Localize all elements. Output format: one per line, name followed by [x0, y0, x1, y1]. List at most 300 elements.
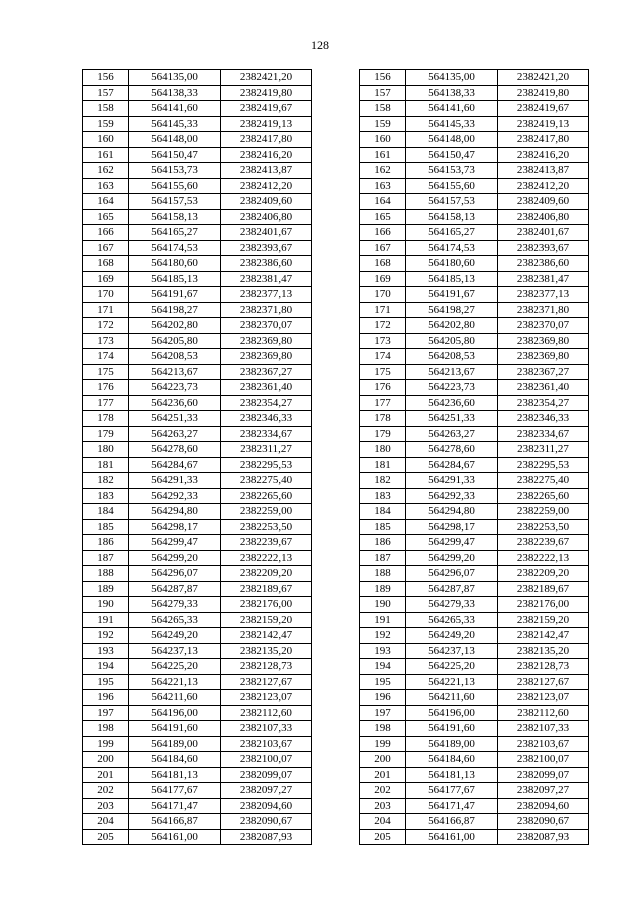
right-x-coordinate-cell: 564157,53: [406, 194, 498, 210]
right-point-number-cell: 166: [360, 225, 406, 241]
left-x-coordinate-cell: 564236,60: [129, 395, 221, 411]
left-x-coordinate-cell: 564171,47: [129, 798, 221, 814]
right-point-number-cell: 198: [360, 721, 406, 737]
table-row: [83, 566, 589, 582]
left-y-coordinate-cell: 2382097,27: [221, 783, 312, 799]
right-y-coordinate-cell: 2382381,47: [498, 271, 589, 287]
left-x-coordinate-cell: 564263,27: [129, 426, 221, 442]
right-point-number-cell: 174: [360, 349, 406, 365]
table-row: [83, 457, 589, 473]
left-y-coordinate-cell: 2382100,07: [221, 752, 312, 768]
table-row: [83, 659, 589, 675]
right-y-coordinate-cell: 2382346,33: [498, 411, 589, 427]
right-point-number-cell: 186: [360, 535, 406, 551]
right-point-number-cell: 181: [360, 457, 406, 473]
right-x-coordinate-cell: 564284,67: [406, 457, 498, 473]
right-y-coordinate-cell: 2382259,00: [498, 504, 589, 520]
left-point-number-cell: 182: [83, 473, 129, 489]
left-y-coordinate-cell: 2382094,60: [221, 798, 312, 814]
right-point-number-cell: 162: [360, 163, 406, 179]
left-y-coordinate-cell: 2382123,07: [221, 690, 312, 706]
left-point-number-cell: 167: [83, 240, 129, 256]
right-point-number-cell: 201: [360, 767, 406, 783]
table-row: [83, 318, 589, 334]
left-x-coordinate-cell: 564135,00: [129, 70, 221, 86]
coordinates-table: [82, 69, 589, 845]
right-x-coordinate-cell: 564145,33: [406, 116, 498, 132]
table-row: [83, 364, 589, 380]
right-point-number-cell: 163: [360, 178, 406, 194]
column-gap: [312, 519, 360, 535]
right-y-coordinate-cell: 2382311,27: [498, 442, 589, 458]
table-row: [83, 426, 589, 442]
left-y-coordinate-cell: 2382189,67: [221, 581, 312, 597]
right-y-coordinate-cell: 2382371,80: [498, 302, 589, 318]
right-y-coordinate-cell: 2382367,27: [498, 364, 589, 380]
left-x-coordinate-cell: 564299,47: [129, 535, 221, 551]
left-point-number-cell: 192: [83, 628, 129, 644]
right-y-coordinate-cell: 2382369,80: [498, 333, 589, 349]
column-gap: [312, 581, 360, 597]
right-x-coordinate-cell: 564185,13: [406, 271, 498, 287]
table-row: [83, 628, 589, 644]
right-point-number-cell: 194: [360, 659, 406, 675]
right-x-coordinate-cell: 564181,13: [406, 767, 498, 783]
right-x-coordinate-cell: 564165,27: [406, 225, 498, 241]
left-point-number-cell: 204: [83, 814, 129, 830]
right-x-coordinate-cell: 564211,60: [406, 690, 498, 706]
left-x-coordinate-cell: 564191,67: [129, 287, 221, 303]
right-x-coordinate-cell: 564265,33: [406, 612, 498, 628]
right-point-number-cell: 172: [360, 318, 406, 334]
left-point-number-cell: 178: [83, 411, 129, 427]
left-point-number-cell: 181: [83, 457, 129, 473]
column-gap: [312, 256, 360, 272]
left-point-number-cell: 190: [83, 597, 129, 613]
left-y-coordinate-cell: 2382099,07: [221, 767, 312, 783]
column-gap: [312, 147, 360, 163]
left-x-coordinate-cell: 564223,73: [129, 380, 221, 396]
right-y-coordinate-cell: 2382090,67: [498, 814, 589, 830]
right-x-coordinate-cell: 564198,27: [406, 302, 498, 318]
right-y-coordinate-cell: 2382135,20: [498, 643, 589, 659]
left-point-number-cell: 197: [83, 705, 129, 721]
column-gap: [312, 752, 360, 768]
left-y-coordinate-cell: 2382419,67: [221, 101, 312, 117]
table-row: [83, 535, 589, 551]
column-gap: [312, 705, 360, 721]
right-x-coordinate-cell: 564196,00: [406, 705, 498, 721]
column-gap: [312, 240, 360, 256]
left-point-number-cell: 195: [83, 674, 129, 690]
table-row: [83, 829, 589, 845]
right-y-coordinate-cell: 2382416,20: [498, 147, 589, 163]
column-gap: [312, 225, 360, 241]
table-row: [83, 473, 589, 489]
right-y-coordinate-cell: 2382334,67: [498, 426, 589, 442]
table-row: [83, 783, 589, 799]
left-y-coordinate-cell: 2382222,13: [221, 550, 312, 566]
column-gap: [312, 488, 360, 504]
column-gap: [312, 442, 360, 458]
left-x-coordinate-cell: 564138,33: [129, 85, 221, 101]
right-x-coordinate-cell: 564298,17: [406, 519, 498, 535]
table-row: [83, 225, 589, 241]
left-point-number-cell: 199: [83, 736, 129, 752]
left-point-number-cell: 186: [83, 535, 129, 551]
right-x-coordinate-cell: 564294,80: [406, 504, 498, 520]
left-x-coordinate-cell: 564153,73: [129, 163, 221, 179]
left-x-coordinate-cell: 564181,13: [129, 767, 221, 783]
left-y-coordinate-cell: 2382112,60: [221, 705, 312, 721]
right-point-number-cell: 173: [360, 333, 406, 349]
right-point-number-cell: 179: [360, 426, 406, 442]
table-row: [83, 550, 589, 566]
left-y-coordinate-cell: 2382361,40: [221, 380, 312, 396]
left-x-coordinate-cell: 564198,27: [129, 302, 221, 318]
coordinates-table-body: [83, 70, 589, 845]
page-number: 128: [311, 38, 329, 52]
table-row: [83, 209, 589, 225]
right-point-number-cell: 178: [360, 411, 406, 427]
left-y-coordinate-cell: 2382090,67: [221, 814, 312, 830]
right-y-coordinate-cell: 2382354,27: [498, 395, 589, 411]
left-y-coordinate-cell: 2382369,80: [221, 333, 312, 349]
table-row: [83, 581, 589, 597]
left-x-coordinate-cell: 564148,00: [129, 132, 221, 148]
left-x-coordinate-cell: 564211,60: [129, 690, 221, 706]
right-point-number-cell: 169: [360, 271, 406, 287]
right-x-coordinate-cell: 564202,80: [406, 318, 498, 334]
right-x-coordinate-cell: 564171,47: [406, 798, 498, 814]
left-y-coordinate-cell: 2382417,80: [221, 132, 312, 148]
right-x-coordinate-cell: 564292,33: [406, 488, 498, 504]
left-point-number-cell: 185: [83, 519, 129, 535]
right-point-number-cell: 170: [360, 287, 406, 303]
right-point-number-cell: 190: [360, 597, 406, 613]
right-y-coordinate-cell: 2382099,07: [498, 767, 589, 783]
left-y-coordinate-cell: 2382334,67: [221, 426, 312, 442]
right-y-coordinate-cell: 2382361,40: [498, 380, 589, 396]
left-point-number-cell: 201: [83, 767, 129, 783]
right-x-coordinate-cell: 564279,33: [406, 597, 498, 613]
column-gap: [312, 783, 360, 799]
left-point-number-cell: 187: [83, 550, 129, 566]
left-y-coordinate-cell: 2382265,60: [221, 488, 312, 504]
left-y-coordinate-cell: 2382401,67: [221, 225, 312, 241]
right-x-coordinate-cell: 564296,07: [406, 566, 498, 582]
left-y-coordinate-cell: 2382253,50: [221, 519, 312, 535]
column-gap: [312, 271, 360, 287]
table-row: [83, 643, 589, 659]
right-point-number-cell: 196: [360, 690, 406, 706]
right-point-number-cell: 191: [360, 612, 406, 628]
left-x-coordinate-cell: 564191,60: [129, 721, 221, 737]
left-point-number-cell: 196: [83, 690, 129, 706]
table-row: [83, 597, 589, 613]
right-y-coordinate-cell: 2382176,00: [498, 597, 589, 613]
column-gap: [312, 163, 360, 179]
right-x-coordinate-cell: 564189,00: [406, 736, 498, 752]
right-y-coordinate-cell: 2382409,60: [498, 194, 589, 210]
right-point-number-cell: 195: [360, 674, 406, 690]
right-point-number-cell: 168: [360, 256, 406, 272]
left-y-coordinate-cell: 2382381,47: [221, 271, 312, 287]
right-y-coordinate-cell: 2382377,13: [498, 287, 589, 303]
left-y-coordinate-cell: 2382393,67: [221, 240, 312, 256]
left-x-coordinate-cell: 564174,53: [129, 240, 221, 256]
column-gap: [312, 612, 360, 628]
column-gap: [312, 597, 360, 613]
right-y-coordinate-cell: 2382209,20: [498, 566, 589, 582]
left-point-number-cell: 163: [83, 178, 129, 194]
table-row: [83, 287, 589, 303]
left-y-coordinate-cell: 2382259,00: [221, 504, 312, 520]
left-point-number-cell: 161: [83, 147, 129, 163]
table-row: [83, 194, 589, 210]
right-x-coordinate-cell: 564221,13: [406, 674, 498, 690]
right-point-number-cell: 160: [360, 132, 406, 148]
table-row: [83, 256, 589, 272]
right-y-coordinate-cell: 2382253,50: [498, 519, 589, 535]
right-x-coordinate-cell: 564166,87: [406, 814, 498, 830]
left-y-coordinate-cell: 2382159,20: [221, 612, 312, 628]
left-point-number-cell: 202: [83, 783, 129, 799]
left-y-coordinate-cell: 2382209,20: [221, 566, 312, 582]
left-x-coordinate-cell: 564249,20: [129, 628, 221, 644]
right-x-coordinate-cell: 564249,20: [406, 628, 498, 644]
right-y-coordinate-cell: 2382421,20: [498, 70, 589, 86]
left-point-number-cell: 166: [83, 225, 129, 241]
left-point-number-cell: 188: [83, 566, 129, 582]
left-x-coordinate-cell: 564279,33: [129, 597, 221, 613]
table-row: [83, 132, 589, 148]
column-gap: [312, 690, 360, 706]
column-gap: [312, 659, 360, 675]
left-y-coordinate-cell: 2382346,33: [221, 411, 312, 427]
column-gap: [312, 411, 360, 427]
table-row: [83, 333, 589, 349]
left-x-coordinate-cell: 564292,33: [129, 488, 221, 504]
right-point-number-cell: 171: [360, 302, 406, 318]
right-y-coordinate-cell: 2382107,33: [498, 721, 589, 737]
left-y-coordinate-cell: 2382371,80: [221, 302, 312, 318]
right-x-coordinate-cell: 564148,00: [406, 132, 498, 148]
table-row: [83, 163, 589, 179]
left-point-number-cell: 193: [83, 643, 129, 659]
right-x-coordinate-cell: 564191,60: [406, 721, 498, 737]
column-gap: [312, 194, 360, 210]
left-point-number-cell: 179: [83, 426, 129, 442]
right-x-coordinate-cell: 564153,73: [406, 163, 498, 179]
left-x-coordinate-cell: 564225,20: [129, 659, 221, 675]
left-y-coordinate-cell: 2382176,00: [221, 597, 312, 613]
left-y-coordinate-cell: 2382295,53: [221, 457, 312, 473]
column-gap: [312, 85, 360, 101]
table-row: [83, 612, 589, 628]
left-x-coordinate-cell: 564296,07: [129, 566, 221, 582]
right-x-coordinate-cell: 564236,60: [406, 395, 498, 411]
right-point-number-cell: 193: [360, 643, 406, 659]
table-row: [83, 240, 589, 256]
left-y-coordinate-cell: 2382386,60: [221, 256, 312, 272]
column-gap: [312, 116, 360, 132]
table-row: [83, 488, 589, 504]
right-y-coordinate-cell: 2382142,47: [498, 628, 589, 644]
left-point-number-cell: 170: [83, 287, 129, 303]
left-point-number-cell: 184: [83, 504, 129, 520]
left-point-number-cell: 173: [83, 333, 129, 349]
right-point-number-cell: 167: [360, 240, 406, 256]
right-y-coordinate-cell: 2382239,67: [498, 535, 589, 551]
right-x-coordinate-cell: 564150,47: [406, 147, 498, 163]
column-gap: [312, 333, 360, 349]
right-x-coordinate-cell: 564191,67: [406, 287, 498, 303]
left-point-number-cell: 203: [83, 798, 129, 814]
left-x-coordinate-cell: 564157,53: [129, 194, 221, 210]
left-y-coordinate-cell: 2382128,73: [221, 659, 312, 675]
table-row: [83, 271, 589, 287]
left-y-coordinate-cell: 2382419,80: [221, 85, 312, 101]
right-y-coordinate-cell: 2382393,67: [498, 240, 589, 256]
left-x-coordinate-cell: 564299,20: [129, 550, 221, 566]
right-x-coordinate-cell: 564251,33: [406, 411, 498, 427]
column-gap: [312, 380, 360, 396]
right-x-coordinate-cell: 564278,60: [406, 442, 498, 458]
left-point-number-cell: 189: [83, 581, 129, 597]
right-point-number-cell: 197: [360, 705, 406, 721]
right-y-coordinate-cell: 2382401,67: [498, 225, 589, 241]
left-x-coordinate-cell: 564265,33: [129, 612, 221, 628]
right-x-coordinate-cell: 564141,60: [406, 101, 498, 117]
right-point-number-cell: 177: [360, 395, 406, 411]
right-y-coordinate-cell: 2382103,67: [498, 736, 589, 752]
right-x-coordinate-cell: 564135,00: [406, 70, 498, 86]
left-y-coordinate-cell: 2382406,80: [221, 209, 312, 225]
right-y-coordinate-cell: 2382370,07: [498, 318, 589, 334]
left-x-coordinate-cell: 564184,60: [129, 752, 221, 768]
right-point-number-cell: 184: [360, 504, 406, 520]
right-y-coordinate-cell: 2382159,20: [498, 612, 589, 628]
column-gap: [312, 829, 360, 845]
right-point-number-cell: 204: [360, 814, 406, 830]
right-x-coordinate-cell: 564205,80: [406, 333, 498, 349]
right-point-number-cell: 175: [360, 364, 406, 380]
left-point-number-cell: 169: [83, 271, 129, 287]
right-point-number-cell: 188: [360, 566, 406, 582]
right-point-number-cell: 164: [360, 194, 406, 210]
right-point-number-cell: 159: [360, 116, 406, 132]
left-point-number-cell: 174: [83, 349, 129, 365]
table-row: [83, 349, 589, 365]
right-y-coordinate-cell: 2382112,60: [498, 705, 589, 721]
left-point-number-cell: 158: [83, 101, 129, 117]
left-x-coordinate-cell: 564284,67: [129, 457, 221, 473]
table-row: [83, 519, 589, 535]
right-x-coordinate-cell: 564223,73: [406, 380, 498, 396]
left-point-number-cell: 160: [83, 132, 129, 148]
left-x-coordinate-cell: 564166,87: [129, 814, 221, 830]
right-x-coordinate-cell: 564184,60: [406, 752, 498, 768]
column-gap: [312, 70, 360, 86]
left-x-coordinate-cell: 564278,60: [129, 442, 221, 458]
right-y-coordinate-cell: 2382123,07: [498, 690, 589, 706]
table-row: [83, 411, 589, 427]
column-gap: [312, 209, 360, 225]
left-y-coordinate-cell: 2382354,27: [221, 395, 312, 411]
table-row: [83, 752, 589, 768]
left-y-coordinate-cell: 2382367,27: [221, 364, 312, 380]
right-y-coordinate-cell: 2382127,67: [498, 674, 589, 690]
left-y-coordinate-cell: 2382103,67: [221, 736, 312, 752]
left-x-coordinate-cell: 564298,17: [129, 519, 221, 535]
column-gap: [312, 395, 360, 411]
left-y-coordinate-cell: 2382416,20: [221, 147, 312, 163]
right-x-coordinate-cell: 564158,13: [406, 209, 498, 225]
left-x-coordinate-cell: 564145,33: [129, 116, 221, 132]
left-x-coordinate-cell: 564205,80: [129, 333, 221, 349]
column-gap: [312, 674, 360, 690]
left-y-coordinate-cell: 2382412,20: [221, 178, 312, 194]
right-y-coordinate-cell: 2382100,07: [498, 752, 589, 768]
right-y-coordinate-cell: 2382406,80: [498, 209, 589, 225]
left-point-number-cell: 162: [83, 163, 129, 179]
left-y-coordinate-cell: 2382135,20: [221, 643, 312, 659]
right-x-coordinate-cell: 564291,33: [406, 473, 498, 489]
left-x-coordinate-cell: 564165,27: [129, 225, 221, 241]
right-y-coordinate-cell: 2382189,67: [498, 581, 589, 597]
right-y-coordinate-cell: 2382419,67: [498, 101, 589, 117]
right-point-number-cell: 189: [360, 581, 406, 597]
column-gap: [312, 132, 360, 148]
right-point-number-cell: 187: [360, 550, 406, 566]
left-x-coordinate-cell: 564237,13: [129, 643, 221, 659]
table-row: [83, 442, 589, 458]
right-point-number-cell: 161: [360, 147, 406, 163]
left-point-number-cell: 200: [83, 752, 129, 768]
right-point-number-cell: 202: [360, 783, 406, 799]
left-x-coordinate-cell: 564287,87: [129, 581, 221, 597]
left-x-coordinate-cell: 564177,67: [129, 783, 221, 799]
column-gap: [312, 566, 360, 582]
table-row: [83, 721, 589, 737]
column-gap: [312, 814, 360, 830]
left-point-number-cell: 191: [83, 612, 129, 628]
column-gap: [312, 349, 360, 365]
right-point-number-cell: 205: [360, 829, 406, 845]
right-point-number-cell: 182: [360, 473, 406, 489]
left-point-number-cell: 183: [83, 488, 129, 504]
right-y-coordinate-cell: 2382369,80: [498, 349, 589, 365]
right-point-number-cell: 192: [360, 628, 406, 644]
left-y-coordinate-cell: 2382087,93: [221, 829, 312, 845]
left-x-coordinate-cell: 564150,47: [129, 147, 221, 163]
left-point-number-cell: 194: [83, 659, 129, 675]
table-row: [83, 101, 589, 117]
left-y-coordinate-cell: 2382370,07: [221, 318, 312, 334]
right-point-number-cell: 165: [360, 209, 406, 225]
column-gap: [312, 798, 360, 814]
right-point-number-cell: 199: [360, 736, 406, 752]
right-point-number-cell: 203: [360, 798, 406, 814]
column-gap: [312, 643, 360, 659]
right-y-coordinate-cell: 2382419,80: [498, 85, 589, 101]
right-point-number-cell: 183: [360, 488, 406, 504]
left-x-coordinate-cell: 564221,13: [129, 674, 221, 690]
left-point-number-cell: 180: [83, 442, 129, 458]
column-gap: [312, 736, 360, 752]
left-point-number-cell: 205: [83, 829, 129, 845]
